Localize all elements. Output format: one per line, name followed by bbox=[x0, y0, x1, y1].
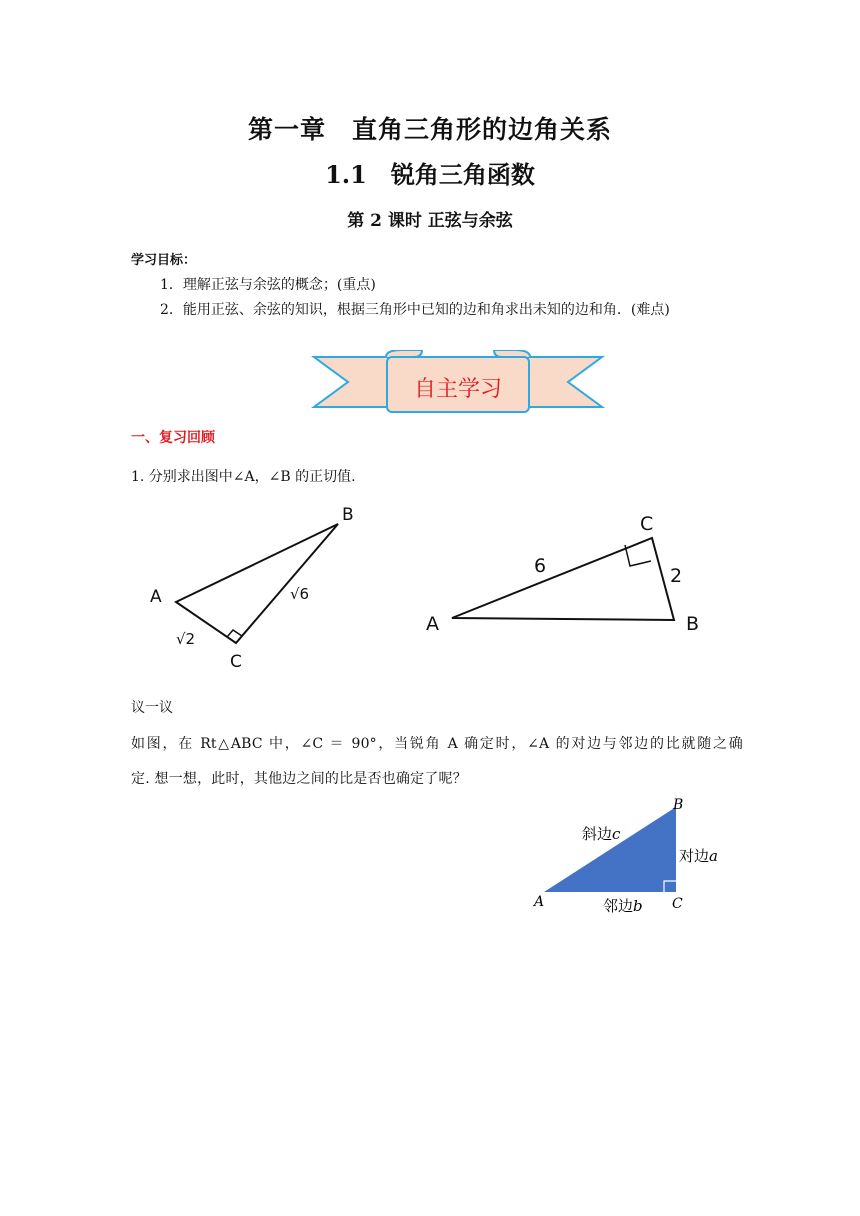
triangle-2-side-bc: 2 bbox=[670, 565, 683, 587]
figure-triangle-2 bbox=[418, 506, 728, 640]
discuss-line-2: 定. 想一想，此时，其他边之间的比是否也确定了呢？ bbox=[131, 771, 467, 787]
triangle-3-hypotenuse-label: 斜边c bbox=[582, 825, 621, 843]
discuss-title: 议一议 bbox=[131, 700, 173, 716]
discuss-line-1: 如图，在 Rt△ABC 中，∠C ＝ 90°，当锐角 A 确定时，∠A 的对边与邻边的比就随之确 bbox=[131, 736, 743, 752]
banner-label: 自主学习 bbox=[413, 377, 503, 402]
triangle-1-vertex-b: B bbox=[342, 505, 354, 525]
right-angle-mark-1 bbox=[227, 630, 242, 637]
banner-right-curl bbox=[494, 350, 530, 357]
lesson-title: 第 2 课时 正弦与余弦 bbox=[347, 211, 513, 231]
triangle-3-adjacent-label: 邻边b bbox=[603, 897, 643, 915]
chapter-title: 第一章 直角三角形的边角关系 bbox=[247, 115, 612, 144]
triangle-3-vertex-c: C bbox=[672, 896, 683, 912]
triangle-1-side-bc: √6 bbox=[290, 585, 310, 603]
question-1: 1. 分别求出图中∠A，∠B 的正切值. bbox=[131, 469, 356, 485]
review-heading: 一、复习回顾 bbox=[131, 430, 215, 446]
triangle-3-opposite-label: 对边a bbox=[679, 847, 718, 865]
triangle-2-side-ac: 6 bbox=[534, 555, 547, 577]
triangle-1-outline bbox=[176, 524, 338, 643]
section-banner bbox=[310, 350, 606, 418]
figure-triangle-1 bbox=[140, 496, 370, 676]
goal-item-2: 2．能用正弦、余弦的知识，根据三角形中已知的边和角求出未知的边和角．(难点) bbox=[160, 302, 670, 318]
figure-triangle-3 bbox=[530, 793, 730, 915]
triangle-1-vertex-a: A bbox=[150, 587, 162, 607]
goal-item-1: 1．理解正弦与余弦的概念；(重点) bbox=[160, 277, 376, 293]
goals-title: 学习目标： bbox=[131, 253, 197, 268]
section-title: 1.1 锐角三角函数 bbox=[325, 160, 535, 189]
triangle-2-outline bbox=[452, 538, 674, 620]
triangle-1-vertex-c: C bbox=[230, 652, 242, 672]
triangle-2-vertex-c: C bbox=[640, 513, 654, 535]
triangle-3-vertex-b: B bbox=[673, 797, 684, 813]
triangle-2-vertex-b: B bbox=[686, 613, 700, 635]
triangle-2-vertex-a: A bbox=[426, 613, 439, 635]
triangle-1-side-ac: √2 bbox=[176, 630, 196, 648]
triangle-3-vertex-a: A bbox=[534, 894, 545, 910]
banner-left-curl bbox=[386, 350, 422, 357]
triangle-3-fill bbox=[544, 807, 676, 892]
